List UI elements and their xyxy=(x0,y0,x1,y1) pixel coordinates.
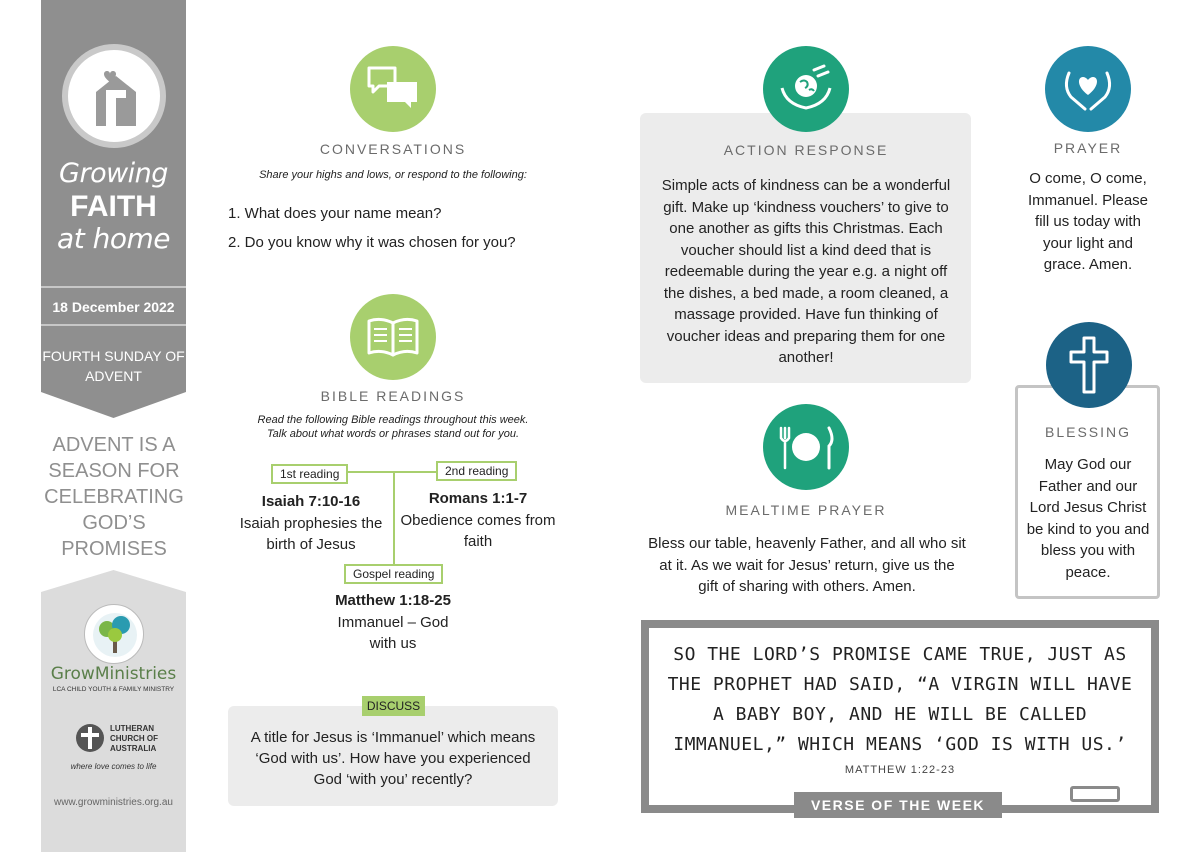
conversations-instruction: Share your highs and lows, or respond to the following: xyxy=(259,169,527,181)
mealtime-icon-circle xyxy=(763,404,849,490)
blessing-text: May God our Father and our Lord Jesus Christ be kind to you and bless you with peace. xyxy=(1026,456,1150,581)
prayer-text: O come, O come, Immanuel. Please fill us today with your light and grace. Amen. xyxy=(1027,170,1149,273)
gospel-reading-desc: Immanuel – God with us xyxy=(337,614,449,652)
action-icon-circle xyxy=(763,46,849,132)
speech-bubbles-icon xyxy=(365,64,421,114)
grow-ministries-logo xyxy=(84,604,144,664)
conversations-heading: CONVERSATIONS xyxy=(319,141,467,157)
first-reading-ref: Isaiah 7:10-16 xyxy=(261,493,361,510)
bible-icon-circle xyxy=(350,294,436,380)
gospel-reading-ref: Matthew 1:18-25 xyxy=(335,592,451,609)
chalkboard-eraser-icon xyxy=(1070,786,1120,802)
ministry-name: GrowMinistries xyxy=(50,664,177,684)
action-response-heading: ACTION RESPONSE xyxy=(723,142,889,158)
action-response-text: Simple acts of kindness can be a wonderful gift. Make up ‘kindness vouchers’ to give to one another as gifts this Christmas. Each voucher should list a kind deed that is redeemable during the year e.g. a night off the dishes, a bed made, a room cleaned, a massage provided. Have fun thinking of voucher ideas and preparing them for one another! xyxy=(661,177,951,366)
verse-reference: MATTHEW 1:22-23 xyxy=(844,764,956,776)
mealtime-prayer-text: Bless our table, heavenly Father, and all who sit at it. As we wait for Jesus’ return, give us the gift of sharing with others. Amen. xyxy=(648,535,966,595)
bible-instruction-1: Read the following Bible readings throughout this week. xyxy=(257,414,529,426)
lutheran-cross-icon xyxy=(74,722,106,754)
verse-text: SO THE LORD’S PROMISE CAME TRUE, JUST AS THE PROPHET HAD SAID, “A VIRGIN WILL HAVE A BABY BOY, AND HE WILL BE CALLED IMMANUEL,” WHICH MEANS ‘GOD IS WITH US.’ xyxy=(667,644,1133,755)
ministry-tagline: LCA CHILD YOUTH & FAMILY MINISTRY xyxy=(52,686,175,693)
title-growing: Growing xyxy=(59,158,168,189)
discuss-tag: DISCUSS xyxy=(362,696,425,716)
house-heart-icon xyxy=(92,68,140,128)
sunday-label: FOURTH SUNDAY OF ADVENT xyxy=(42,348,185,384)
prayer-icon-circle xyxy=(1045,46,1131,132)
plate-cutlery-icon xyxy=(775,424,837,470)
church-name: LUTHERAN CHURCH OF AUSTRALIA xyxy=(110,724,158,753)
mealtime-prayer-heading: MEALTIME PRAYER xyxy=(725,502,887,518)
blessing-icon-circle xyxy=(1046,322,1132,408)
second-reading-desc: Obedience comes from faith xyxy=(400,512,556,550)
date-label: 18 December 2022 xyxy=(41,286,186,326)
title-at-home: at home xyxy=(57,222,170,255)
bible-readings-heading: BIBLE READINGS xyxy=(320,388,466,404)
tree-icon xyxy=(85,605,145,665)
blessing-heading: BLESSING xyxy=(1044,424,1132,440)
verse-of-the-week-tag: VERSE OF THE WEEK xyxy=(794,792,1002,818)
question-1: 1. What does your name mean? xyxy=(228,205,442,222)
first-reading-label: 1st reading xyxy=(271,464,348,484)
hands-holding-earth-icon xyxy=(778,64,834,114)
discuss-text: A title for Jesus is ‘Immanuel’ which means ‘God with us’. How have you experienced God ‘with you’ recently? xyxy=(250,729,536,788)
connector-vertical xyxy=(393,471,395,565)
prayer-heading: PRAYER xyxy=(1053,140,1123,156)
second-reading-ref: Romans 1:1-7 xyxy=(428,490,528,507)
website-link[interactable]: www.growministries.org.au xyxy=(54,797,173,808)
title-faith: FAITH xyxy=(70,190,157,223)
conversations-icon-circle xyxy=(350,46,436,132)
second-reading-label: 2nd reading xyxy=(436,461,517,481)
open-bible-icon xyxy=(365,315,421,359)
cross-icon xyxy=(1069,336,1109,394)
question-2: 2. Do you know why it was chosen for you? xyxy=(228,234,516,251)
hands-heart-icon xyxy=(1059,65,1117,113)
connector-horizontal xyxy=(346,471,438,473)
gospel-reading-label: Gospel reading xyxy=(344,564,443,584)
church-tagline: where love comes to life xyxy=(70,762,157,771)
bible-instruction-2: Talk about what words or phrases stand out for you. xyxy=(266,428,520,440)
first-reading-desc: Isaiah prophesies the birth of Jesus xyxy=(239,515,383,553)
theme-text: ADVENT IS A SEASON FOR CELEBRATING GOD’S PROMISES xyxy=(44,434,184,560)
